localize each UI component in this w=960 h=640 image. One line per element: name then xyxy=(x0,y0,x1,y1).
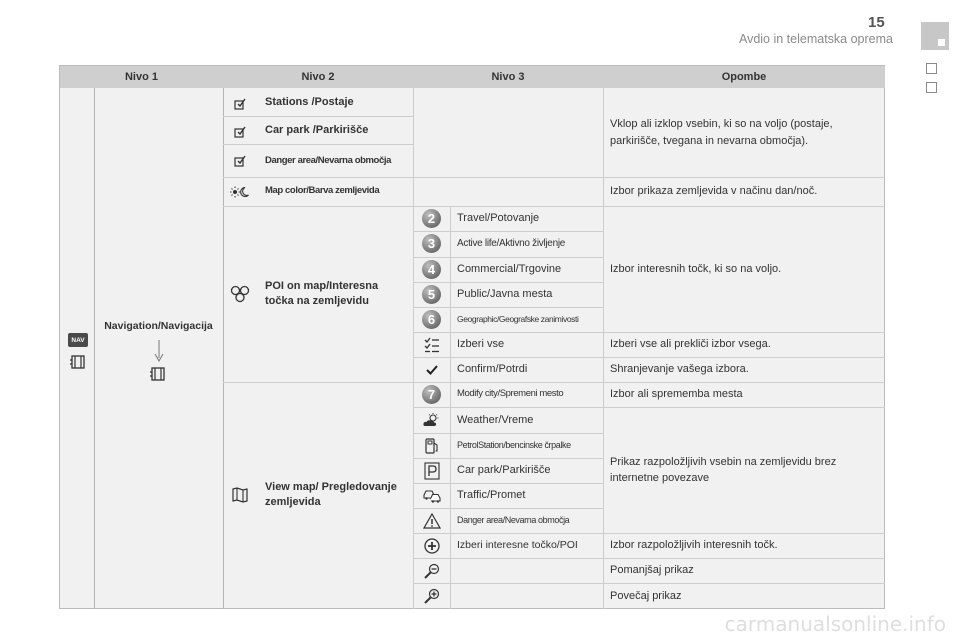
option-modify-city[interactable]: Modify city/Spremeni mesto xyxy=(457,388,564,400)
navigation-panel-icon xyxy=(67,351,89,373)
note-toggle-content: Vklop ali izklop vsebin, ki so na voljo (postaje, parkirišče, tvegana in nevarna območja). xyxy=(610,118,833,147)
note-poi: Izbor interesnih točk, ki so na voljo. xyxy=(610,262,782,275)
checkbox-icon[interactable] xyxy=(230,122,250,142)
step-badge-6: 6 xyxy=(422,310,441,329)
fuel-pump-icon[interactable] xyxy=(421,435,443,457)
menu-item-poi-on-map[interactable]: POI on map/Interesna točka na zemljevidu xyxy=(265,280,379,307)
arrow-down-icon xyxy=(148,340,170,362)
option-geographic[interactable]: Geographic/Geografske zanimivosti xyxy=(457,313,579,324)
menu-table xyxy=(59,65,885,609)
warning-icon[interactable] xyxy=(421,510,443,532)
page-header: Avdio in telematska oprema xyxy=(738,32,893,46)
menu-item-map-color[interactable]: Map color/Barva zemljevida xyxy=(265,185,380,197)
chapter-box-2 xyxy=(926,82,937,93)
checkbox-icon[interactable] xyxy=(230,151,250,171)
option-select-all[interactable]: Izberi vse xyxy=(457,338,505,351)
chapter-box-1 xyxy=(926,63,937,74)
step-badge-3: 3 xyxy=(422,234,441,253)
header-nivo-1: Nivo 1 xyxy=(60,66,223,88)
note-select-poi: Izbor razpoložljivih interesnih točk. xyxy=(610,539,778,552)
menu-item-carpark[interactable]: Car park /Parkirišče xyxy=(265,123,369,136)
note-confirm: Shranjevanje vašega izbora. xyxy=(610,363,749,376)
checkbox-icon[interactable] xyxy=(230,94,250,114)
note-modify-city: Izbor ali sprememba mesta xyxy=(610,388,743,401)
divider xyxy=(94,88,95,609)
note-available-content: Prikaz razpoložljivih vsebin na zemljevidu brez internetne povezave xyxy=(610,455,837,484)
chapter-tab xyxy=(921,22,949,50)
divider xyxy=(413,88,414,609)
option-traffic[interactable]: Traffic/Promet xyxy=(457,489,526,502)
option-danger-area[interactable]: Danger area/Nevarna območja xyxy=(457,515,570,526)
option-weather[interactable]: Weather/Vreme xyxy=(457,413,534,426)
option-petrol-station[interactable]: PetrolStation/bencinske črpalke xyxy=(457,440,571,451)
option-public[interactable]: Public/Javna mesta xyxy=(457,288,553,301)
parking-icon[interactable] xyxy=(421,460,443,482)
weather-icon[interactable] xyxy=(421,410,443,432)
divider xyxy=(223,144,413,145)
menu-item-view-map[interactable]: View map/ Pregledovanje zemljevida xyxy=(265,481,397,508)
menu-item-stations[interactable]: Stations /Postaje xyxy=(265,95,354,108)
step-badge-4: 4 xyxy=(422,260,441,279)
traffic-icon[interactable] xyxy=(421,485,443,507)
navigation-panel-icon xyxy=(147,363,169,385)
zoom-out-icon[interactable] xyxy=(421,560,443,582)
note-select-all: Izberi vse ali prekliči izbor vsega. xyxy=(610,338,771,351)
header-nivo-3: Nivo 3 xyxy=(413,66,603,88)
view-map-icon[interactable] xyxy=(229,484,251,506)
select-all-icon[interactable] xyxy=(422,334,442,356)
option-commercial[interactable]: Commercial/Trgovine xyxy=(457,263,562,276)
zoom-in-icon[interactable] xyxy=(421,585,443,607)
header-nivo-2: Nivo 2 xyxy=(223,66,413,88)
header-opombe: Opombe xyxy=(603,66,885,88)
poi-icon[interactable] xyxy=(227,282,253,306)
option-select-poi[interactable]: Izberi interesne točko/POI xyxy=(457,539,578,552)
menu-item-danger-area[interactable]: Danger area/Nevarna območja xyxy=(265,155,391,167)
option-confirm[interactable]: Confirm/Potrdi xyxy=(457,363,528,376)
note-map-color: Izbor prikaza zemljevida v načinu dan/noč. xyxy=(610,185,818,198)
option-active-life[interactable]: Active life/Aktivno življenje xyxy=(457,238,566,250)
option-travel[interactable]: Travel/Potovanje xyxy=(457,212,540,225)
step-badge-7: 7 xyxy=(422,385,441,404)
watermark: carmanualsonline.info xyxy=(724,612,946,636)
divider xyxy=(603,88,604,609)
step-badge-2: 2 xyxy=(422,209,441,228)
add-poi-icon[interactable] xyxy=(421,535,443,557)
option-car-park[interactable]: Car park/Parkirišče xyxy=(457,464,551,477)
check-icon[interactable] xyxy=(422,359,442,381)
note-zoom-in: Povečaj prikaz xyxy=(610,589,682,602)
level2-navigation-label: Navigation/Navigacija xyxy=(104,319,213,332)
nav-button-badge[interactable]: NAV xyxy=(68,333,88,347)
day-night-icon[interactable] xyxy=(228,181,252,203)
note-zoom-out: Pomanjšaj prikaz xyxy=(610,564,694,577)
step-badge-5: 5 xyxy=(422,285,441,304)
chapter-tab-dot xyxy=(938,39,945,46)
page-number: 15 xyxy=(868,14,885,31)
divider xyxy=(223,88,224,609)
